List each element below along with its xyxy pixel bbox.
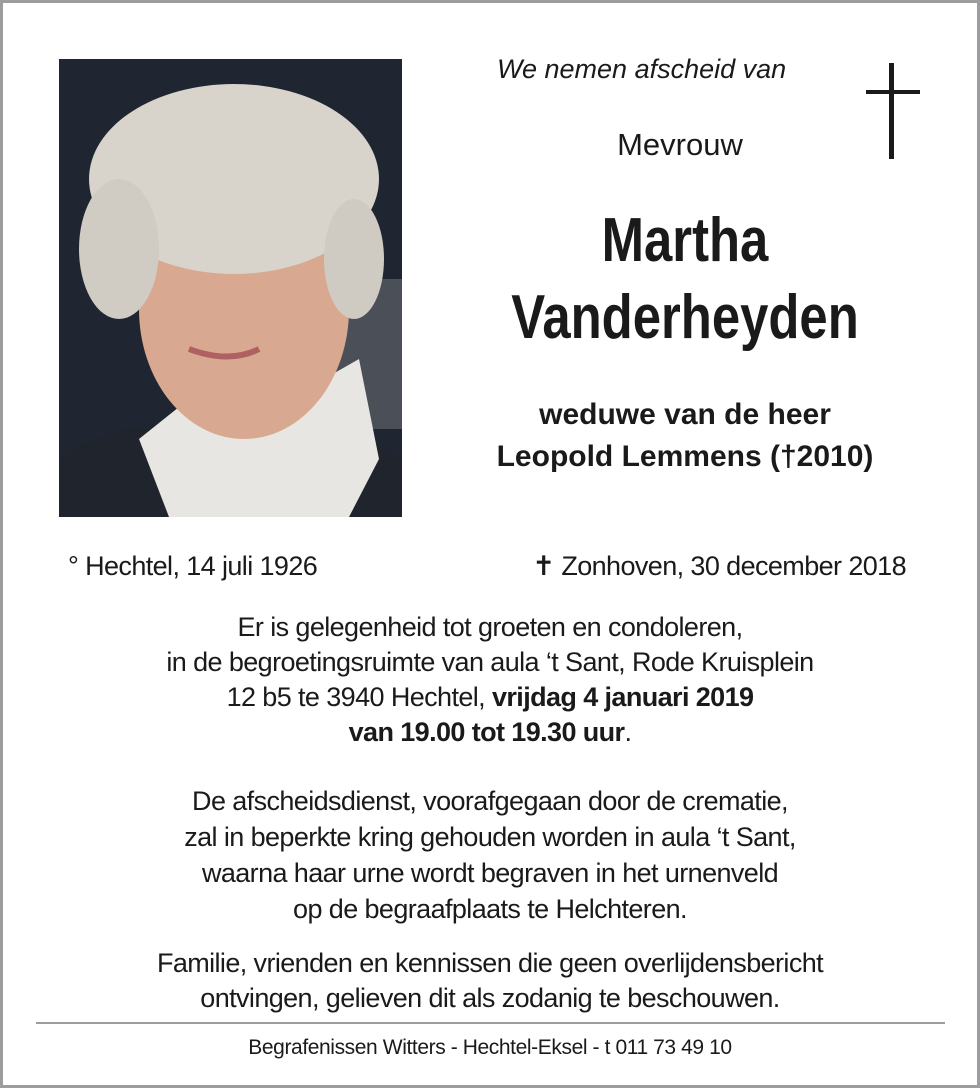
visitation-address: 12 b5 te 3940 Hechtel, bbox=[226, 682, 492, 712]
service-line-2: zal in beperkte kring gehouden worden in aula ‘t Sant, bbox=[184, 822, 796, 852]
service-line-3: waarna haar urne wordt begraven in het urnenveld bbox=[201, 858, 779, 888]
period: . bbox=[624, 717, 632, 747]
visitation-line-1: Er is gelegenheid tot groeten en condoleren, bbox=[237, 612, 743, 642]
title: Mevrouw bbox=[617, 127, 743, 162]
notice-line-2: ontvingen, gelieven dit als zodanig te beschouwen. bbox=[200, 983, 780, 1013]
birth-info: ° Hechtel, 14 juli 1926 bbox=[68, 551, 318, 581]
spouse-line-2: Leopold Lemmens (†2010) bbox=[496, 440, 874, 473]
portrait-photo bbox=[59, 59, 402, 517]
service-line-1: De afscheidsdienst, voorafgegaan door de crematie, bbox=[192, 786, 788, 816]
visitation-date: vrijdag 4 januari 2019 bbox=[491, 682, 754, 712]
name-last: Vanderheyden bbox=[511, 283, 859, 352]
service-line-4: op de begraafplaats te Helchteren. bbox=[293, 894, 687, 924]
visitation-line-3 bbox=[0, 682, 980, 713]
intro-text: We nemen afscheid van bbox=[497, 54, 787, 84]
funeral-home-footer: Begrafenissen Witters - Hechtel-Eksel - t 011 73 49 10 bbox=[248, 1036, 732, 1059]
visitation-time: van 19.00 tot 19.30 uur bbox=[348, 717, 625, 747]
visitation-line-2: in de begroetingsruimte van aula ‘t Sant, Rode Kruisplein bbox=[166, 647, 814, 677]
name-first: Martha bbox=[601, 206, 769, 275]
notice-line-1: Familie, vrienden en kennissen die geen overlijdensbericht bbox=[156, 948, 824, 978]
spouse-line-1: weduwe van de heer bbox=[539, 398, 831, 431]
visitation-line-4 bbox=[0, 717, 980, 748]
death-info: ✝ Zonhoven, 30 december 2018 bbox=[532, 551, 906, 581]
divider bbox=[36, 1022, 945, 1024]
